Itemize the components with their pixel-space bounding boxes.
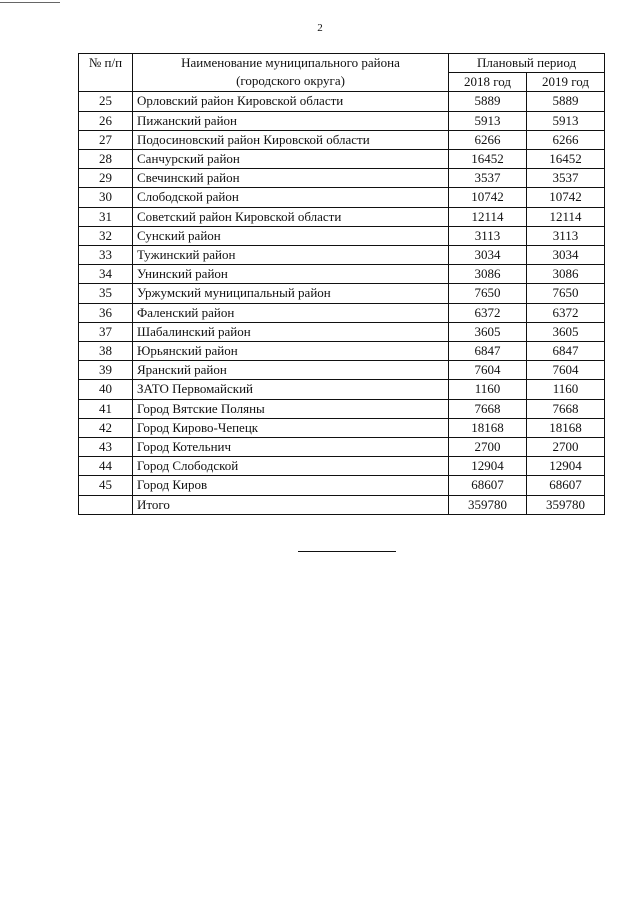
- row-value-2019: 18168: [527, 418, 605, 437]
- row-district-name: Яранский район: [133, 361, 449, 380]
- row-value-2019: 5889: [527, 92, 605, 111]
- row-district-name: Фаленский район: [133, 303, 449, 322]
- table-row: [79, 457, 605, 476]
- table-row: [79, 342, 605, 361]
- row-value-2018: 2700: [449, 438, 527, 457]
- row-district-name: Унинский район: [133, 265, 449, 284]
- total-number: [79, 495, 133, 514]
- row-number: 28: [79, 150, 133, 169]
- row-value-2018: 68607: [449, 476, 527, 495]
- row-value-2019: 6847: [527, 342, 605, 361]
- row-number: 25: [79, 92, 133, 111]
- row-district-name: Сунский район: [133, 226, 449, 245]
- row-value-2019: 10742: [527, 188, 605, 207]
- table-row: [79, 399, 605, 418]
- row-value-2018: 10742: [449, 188, 527, 207]
- table-row: [79, 438, 605, 457]
- row-value-2018: 7604: [449, 361, 527, 380]
- allocation-table: [78, 53, 605, 515]
- row-district-name: Тужинский район: [133, 246, 449, 265]
- row-number: 29: [79, 169, 133, 188]
- row-value-2019: 7668: [527, 399, 605, 418]
- row-value-2018: 5913: [449, 111, 527, 130]
- table-row: [79, 361, 605, 380]
- row-number: 26: [79, 111, 133, 130]
- row-value-2019: 6372: [527, 303, 605, 322]
- table-row: [79, 226, 605, 245]
- row-district-name: Город Слободской: [133, 457, 449, 476]
- row-value-2019: 3034: [527, 246, 605, 265]
- row-value-2018: 3086: [449, 265, 527, 284]
- table-row: [79, 111, 605, 130]
- table-row: [79, 303, 605, 322]
- row-number: 30: [79, 188, 133, 207]
- table-row: [79, 418, 605, 437]
- row-number: 37: [79, 322, 133, 341]
- row-value-2019: 3537: [527, 169, 605, 188]
- row-value-2019: 68607: [527, 476, 605, 495]
- row-district-name: Слободской район: [133, 188, 449, 207]
- row-number: 39: [79, 361, 133, 380]
- header-name-line1: Наименование муниципального района: [181, 55, 400, 70]
- row-district-name: Город Кирово-Чепецк: [133, 418, 449, 437]
- row-number: 34: [79, 265, 133, 284]
- row-district-name: Город Котельнич: [133, 438, 449, 457]
- header-year-2018: 2018 год: [449, 73, 527, 92]
- row-value-2018: 1160: [449, 380, 527, 399]
- row-district-name: Санчурский район: [133, 150, 449, 169]
- total-value-2018: 359780: [449, 495, 527, 514]
- header-planning-period: Плановый период: [449, 54, 605, 73]
- row-number: 40: [79, 380, 133, 399]
- row-value-2019: 1160: [527, 380, 605, 399]
- row-value-2019: 7650: [527, 284, 605, 303]
- row-number: 44: [79, 457, 133, 476]
- row-value-2018: 12904: [449, 457, 527, 476]
- end-of-document-line: [298, 551, 396, 552]
- row-number: 31: [79, 207, 133, 226]
- total-value-2019: 359780: [527, 495, 605, 514]
- row-number: 38: [79, 342, 133, 361]
- row-value-2018: 12114: [449, 207, 527, 226]
- row-value-2019: 6266: [527, 130, 605, 149]
- table-row: [79, 150, 605, 169]
- row-value-2018: 3113: [449, 226, 527, 245]
- row-value-2018: 18168: [449, 418, 527, 437]
- row-district-name: Советский район Кировской области: [133, 207, 449, 226]
- table-row: [79, 188, 605, 207]
- row-value-2019: 5913: [527, 111, 605, 130]
- row-value-2018: 3537: [449, 169, 527, 188]
- row-value-2019: 3086: [527, 265, 605, 284]
- row-number: 27: [79, 130, 133, 149]
- row-district-name: Юрьянский район: [133, 342, 449, 361]
- row-district-name: Уржумский муниципальный район: [133, 284, 449, 303]
- row-value-2018: 6266: [449, 130, 527, 149]
- row-value-2019: 7604: [527, 361, 605, 380]
- row-value-2018: 3605: [449, 322, 527, 341]
- row-number: 43: [79, 438, 133, 457]
- row-number: 32: [79, 226, 133, 245]
- table-row: [79, 169, 605, 188]
- table-row: [79, 92, 605, 111]
- total-label: Итого: [133, 495, 449, 514]
- row-district-name: Пижанский район: [133, 111, 449, 130]
- table-row: [79, 380, 605, 399]
- row-value-2018: 3034: [449, 246, 527, 265]
- table-row: [79, 476, 605, 495]
- row-number: 41: [79, 399, 133, 418]
- row-district-name: Орловский район Кировской области: [133, 92, 449, 111]
- row-value-2018: 7650: [449, 284, 527, 303]
- header-number: № п/п: [79, 54, 133, 92]
- row-district-name: Свечинский район: [133, 169, 449, 188]
- table-header: [79, 54, 605, 92]
- header-name-line2: (городского округа): [236, 73, 345, 89]
- row-value-2018: 6847: [449, 342, 527, 361]
- table-row: [79, 130, 605, 149]
- row-value-2019: 12904: [527, 457, 605, 476]
- row-value-2019: 16452: [527, 150, 605, 169]
- row-district-name: ЗАТО Первомайский: [133, 380, 449, 399]
- page-number: 2: [317, 22, 323, 34]
- row-value-2019: 12114: [527, 207, 605, 226]
- table-row: [79, 322, 605, 341]
- scan-artifact-line: [0, 2, 60, 3]
- table-row: [79, 246, 605, 265]
- row-value-2019: 2700: [527, 438, 605, 457]
- row-number: 45: [79, 476, 133, 495]
- row-district-name: Город Киров: [133, 476, 449, 495]
- total-row: [79, 495, 605, 514]
- row-district-name: Подосиновский район Кировской области: [133, 130, 449, 149]
- row-district-name: Шабалинский район: [133, 322, 449, 341]
- row-district-name: Город Вятские Поляны: [133, 399, 449, 418]
- table-row: [79, 265, 605, 284]
- row-number: 36: [79, 303, 133, 322]
- row-value-2018: 6372: [449, 303, 527, 322]
- row-value-2018: 7668: [449, 399, 527, 418]
- row-number: 33: [79, 246, 133, 265]
- row-number: 35: [79, 284, 133, 303]
- table-row: [79, 284, 605, 303]
- row-value-2019: 3605: [527, 322, 605, 341]
- header-name: [133, 54, 449, 92]
- table-body: [79, 92, 605, 514]
- header-year-2019: 2019 год: [527, 73, 605, 92]
- row-value-2018: 5889: [449, 92, 527, 111]
- row-number: 42: [79, 418, 133, 437]
- row-value-2019: 3113: [527, 226, 605, 245]
- row-value-2018: 16452: [449, 150, 527, 169]
- table-row: [79, 207, 605, 226]
